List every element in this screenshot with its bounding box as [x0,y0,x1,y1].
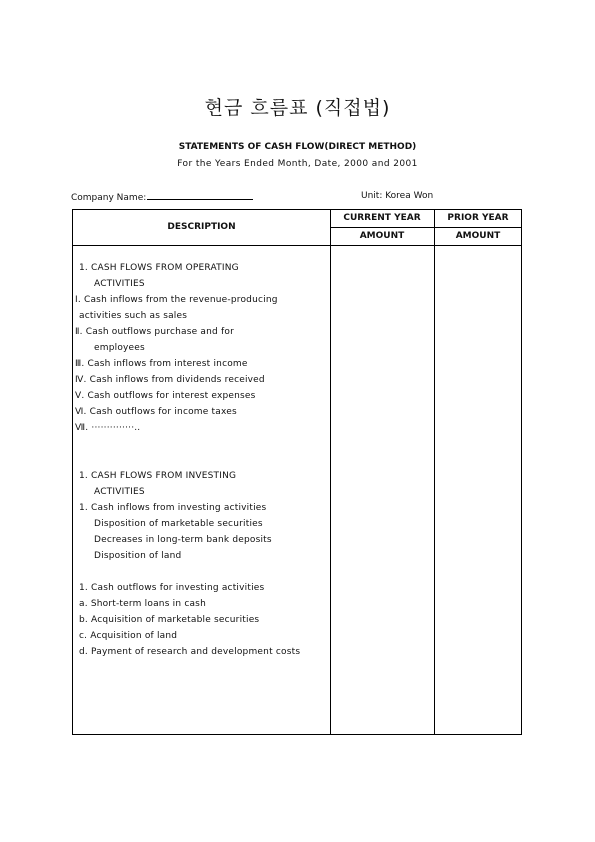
cash-flow-table [72,209,522,735]
description-row: Ⅲ. Cash inflows from interest income [75,359,248,369]
current-year-header: CURRENT YEAR [343,213,421,223]
row-spacer [79,436,329,452]
column-divider-current [330,210,331,734]
description-row: 1. CASH FLOWS FROM OPERATING [79,263,239,273]
prior-year-header: PRIOR YEAR [447,213,509,223]
column-divider-prior [434,210,435,734]
description-row: Decreases in long-term bank deposits [94,535,272,545]
company-name-field [71,191,253,203]
description-row: 1. CASH FLOWS FROM INVESTING [79,471,237,481]
description-row: ACTIVITIES [94,487,145,497]
description-row: Ⅱ. Cash outflows purchase and for [75,327,234,337]
description-rows [75,260,329,660]
description-row: Ⅴ. Cash outflows for interest expenses [75,391,256,401]
description-row: a. Short-term loans in cash [79,599,206,609]
description-row: Ⅰ. Cash inflows from the revenue-producing [75,295,278,305]
row-spacer [79,564,329,580]
header-subrule [330,227,522,228]
reporting-period: For the Years Ended Month, Date, 2000 and 2001 [177,159,418,169]
description-row: 1. Cash outflows for investing activities [79,583,265,593]
description-row: d. Payment of research and development costs [79,647,301,657]
current-year-amount-header: AMOUNT [359,231,405,241]
description-row: Ⅶ. ··············.. [75,423,141,433]
company-name-blank-line [147,191,253,200]
description-row: activities such as sales [79,311,188,321]
description-row: c. Acquisition of land [79,631,178,641]
description-row: Ⅳ. Cash inflows from dividends received [75,375,265,385]
description-row: Disposition of marketable securities [94,519,263,529]
currency-unit: Unit: Korea Won [361,191,434,201]
company-name-label: Company Name: [71,193,147,203]
row-spacer [79,452,329,468]
statement-title: STATEMENTS OF CASH FLOW(DIRECT METHOD) [178,142,417,152]
description-row: b. Acquisition of marketable securities [79,615,260,625]
description-row: Ⅵ. Cash outflows for income taxes [75,407,237,417]
prior-year-amount-header: AMOUNT [455,231,501,241]
description-header: DESCRIPTION [167,222,236,232]
description-row: ACTIVITIES [94,279,145,289]
header-bottom-rule [73,245,521,246]
description-row: employees [94,343,145,353]
document-title-korean: 현금 흐름표 (직접법) [204,97,391,119]
description-row: 1. Cash inflows from investing activities [79,503,267,513]
description-row: Disposition of land [94,551,182,561]
